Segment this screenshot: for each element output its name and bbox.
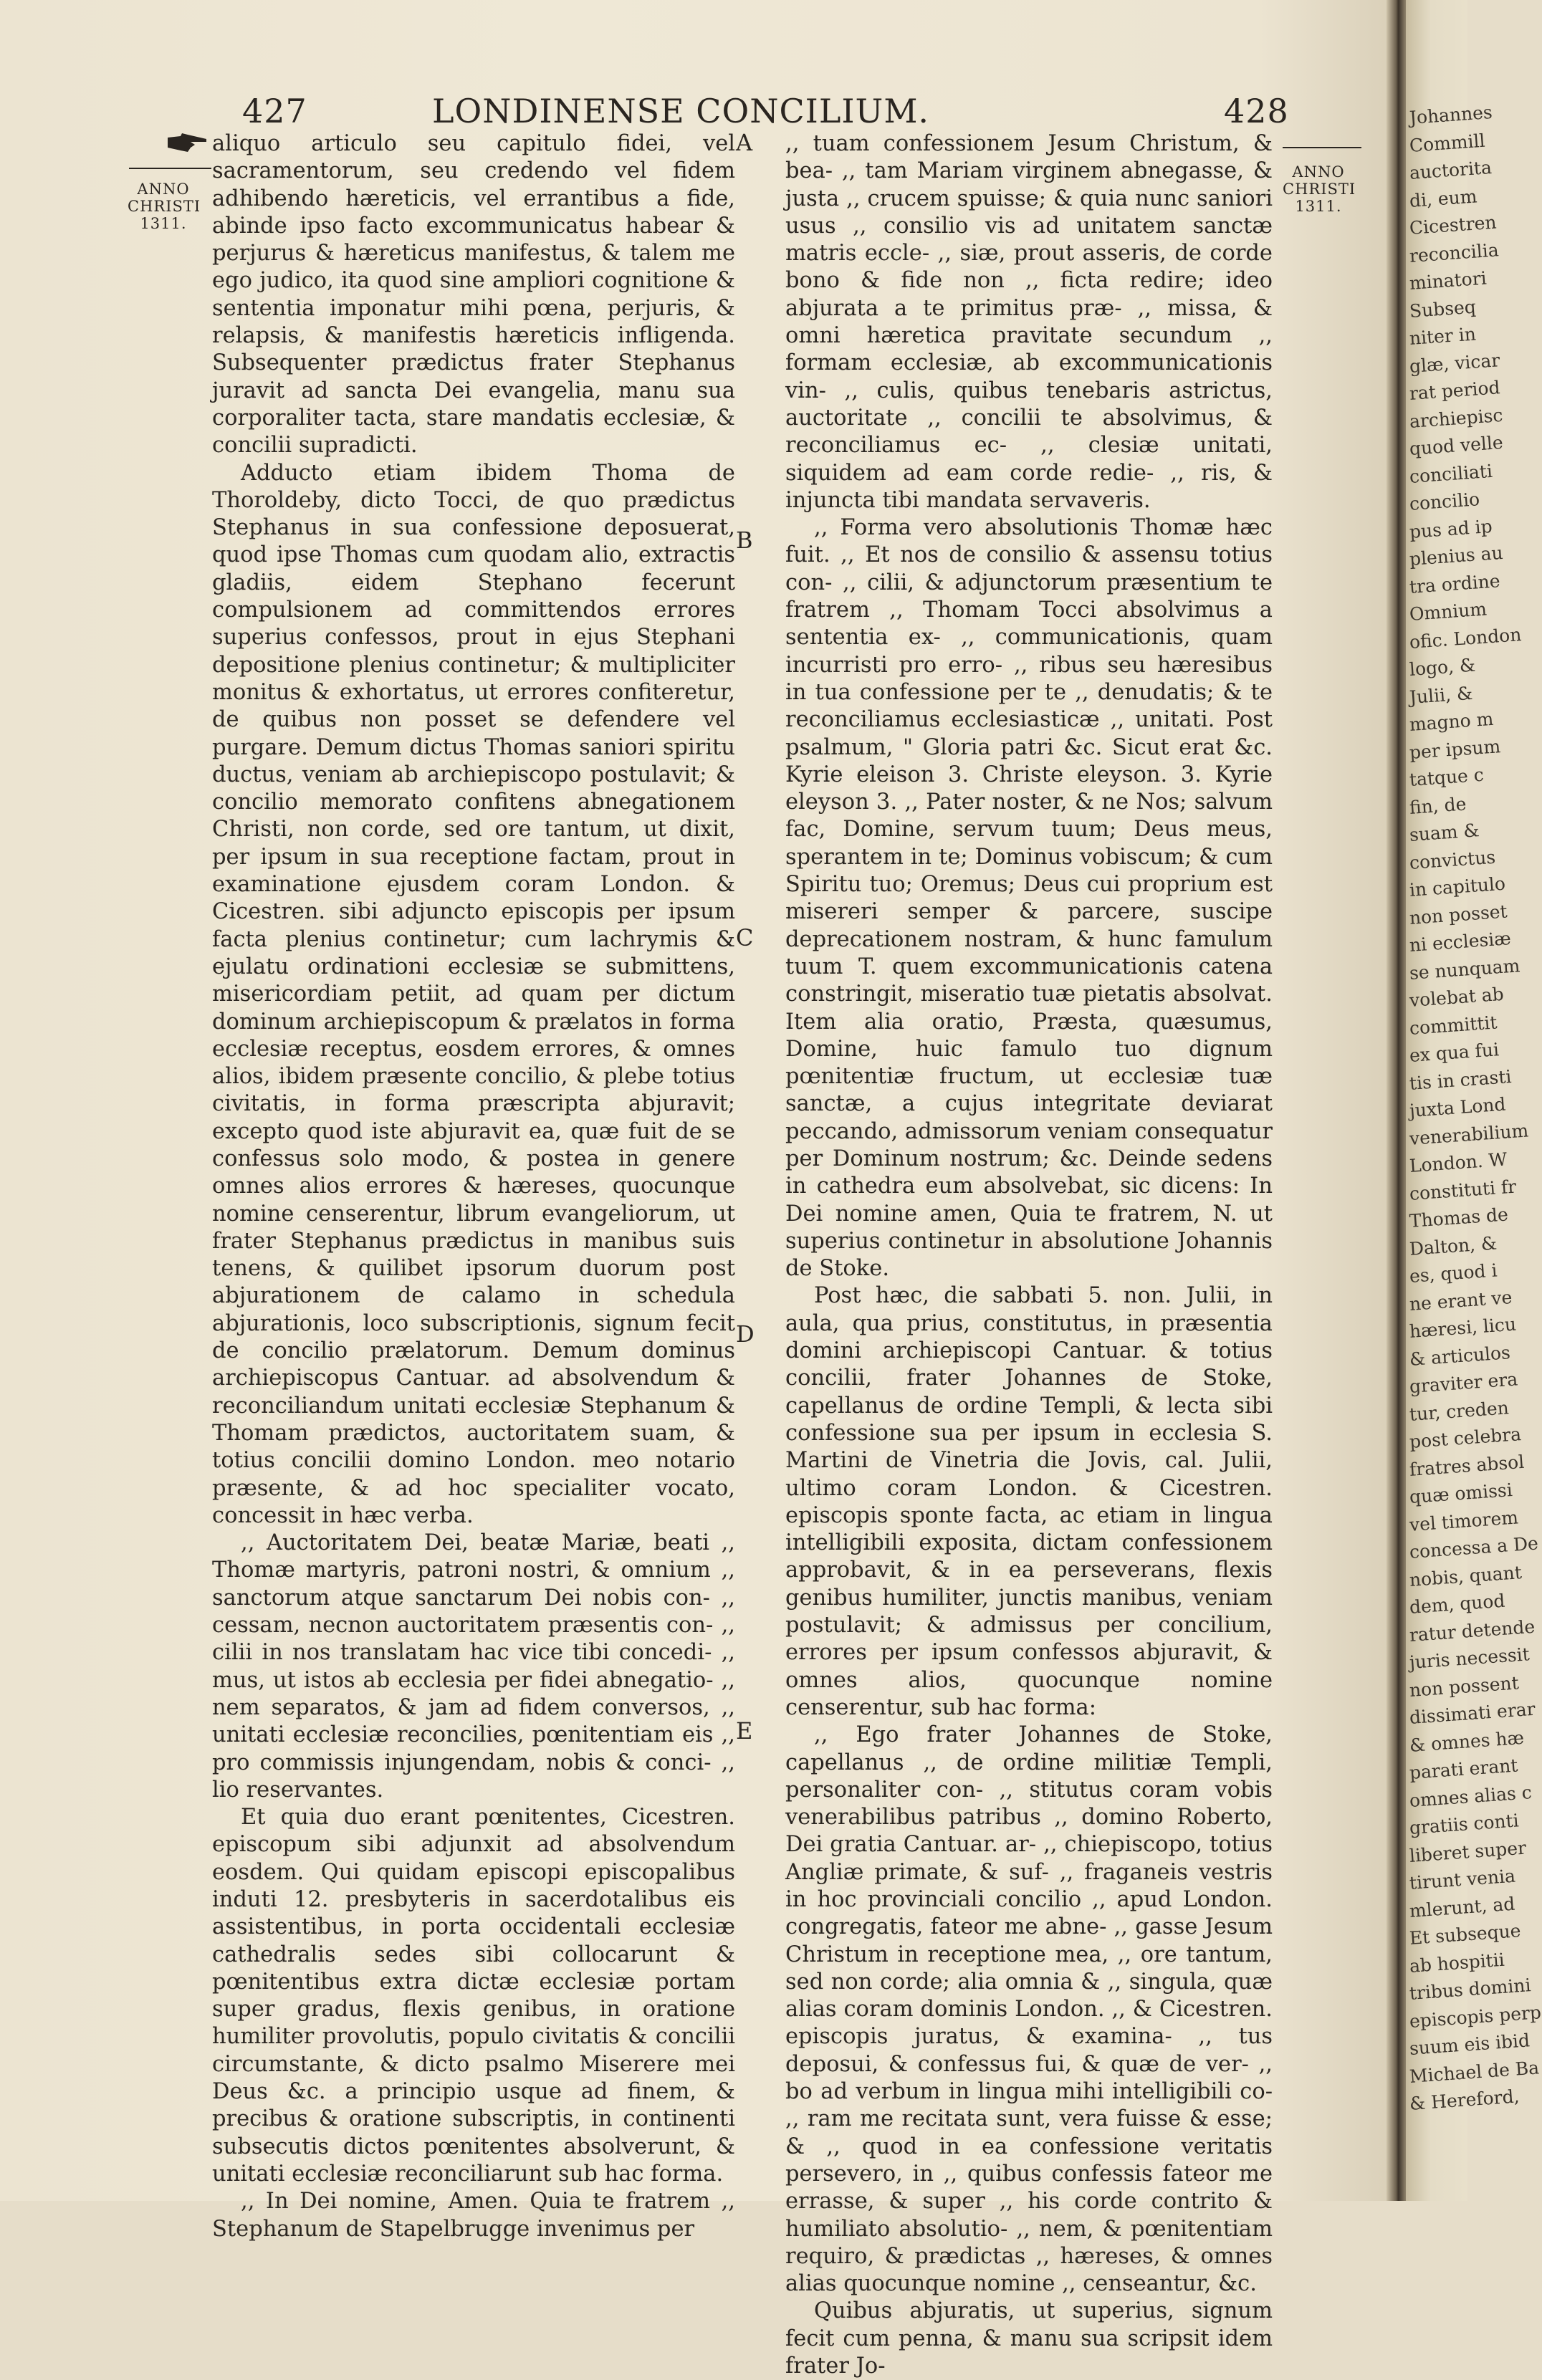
adjacent-page-fragment: omnes alias c [1409,1781,1533,1811]
adjacent-page-fragment: quod velle [1409,431,1504,459]
adjacent-page-fragment: suum eis ibid [1409,2030,1531,2059]
adjacent-page-fragment: parati erant [1409,1755,1519,1783]
adjacent-page-fragment: pus ad ip [1409,515,1493,542]
adjacent-page-fragment: & articulos [1409,1341,1511,1370]
right-paragraph: ,, Forma vero absolutionis Thomæ hæc fuit. ,, Et nos de consilio & assensu totius con- ,, cilii, & adjunctorum præsentium te fratrem ,, Thomam Tocci absolvimus a sententia ex- ,, communicationis, quam incurristi pro erro- ,, ribus seu hæresibus in tua confessione per te ,, denudatis; & te reconciliamus ecclesiasticæ ,, unitati. Post psalmum, " Gloria patri &c. Sicut erat &c. Kyrie eleison 3. Christe eleyson. 3. Kyrie eleyson 3. ,, Pater noster, & ne Nos; salvum fac, Domine, servum tuum; Deus meus, sperantem in te; Dominus vobiscum; & cum Spiritu tuo; Oremus; Deus cui proprium est misereri semper & parcere, suscipe deprecationem nostram, & hunc famulum tuum T. quem excommunicationis catena constringit, miseratio tuæ pietatis absolvat. Item alia oratio, Præsta, quæsumus, Domine, huic famulo tuo dignum pœnitentiæ fructum, ut ecclesiæ tuæ sanctæ, a cujus integritate deviarat peccando, admissorum veniam consequatur per Dominum nostrum; &c. Deinde sedens in cathedra eum absolvebat, sic dicens: In Dei nomine amen, Quia te fratrem, N. ut superius continetur in absolutione Johannis de Stoke. [785,515,1273,1282]
right-page-number: 428 [1224,92,1289,130]
adjacent-page-fragment: tirunt venia [1409,1865,1516,1894]
adjacent-page-fragment: volebat ab [1409,983,1505,1011]
adjacent-page-fragment: vel timorem [1409,1506,1519,1535]
right-paragraph: Quibus abjuratis, ut superius, signum fecit cum penna, & manu sua scripsit idem frater Jo- [785,2298,1273,2379]
margin-note-right-label: ANNO CHRISTI [1283,163,1356,198]
page-header [0,92,1397,135]
adjacent-page-fragment: concilio [1409,489,1480,514]
margin-note-left-year: 1311. [140,215,187,232]
left-column [212,130,735,2243]
book-gutter [1387,0,1408,2201]
adjacent-page-fragment: constituti fr [1409,1176,1518,1204]
adjacent-page-fragment: venerabilium [1409,1119,1530,1149]
left-paragraph: ,, Auctoritatem Dei, beatæ Mariæ, beati ,, Thomæ martyris, patroni nostri, & omnium ,, sanctorum atque sanctarum Dei nobis con- ,, cessam, necnon auctoritatem præsentis con- ,, cilii in nos translatam hac vice tibi concedi- ,, mus, ut istos ab ecclesia per fidei abnegatio- ,, nem separatos, & jam ad fidem conversos, ,, unitati ecclesiæ reconcilies, pœnitentiam eis ,, pro commissis injungendam, nobis & conci- ,, lio reservantes. [212,1530,735,1803]
adjacent-page-fragment: glæ, vicar [1409,349,1501,377]
adjacent-page-fragment: logo, & [1409,654,1477,680]
adjacent-page-fragment: Subseq [1409,296,1477,322]
running-head: LONDINENSE CONCILIUM. [431,92,930,130]
adjacent-page-fragment: liberet super [1409,1837,1527,1866]
adjacent-page-fragment: fin, de [1409,792,1467,818]
adjacent-page-fragment: gratiis conti [1409,1810,1520,1838]
adjacent-page-edge [1406,0,1542,2201]
section-letter-b: B [736,527,753,554]
adjacent-page-fragment: in capitulo [1409,873,1506,901]
adjacent-page-fragment: juxta Lond [1409,1093,1507,1121]
adjacent-page-fragment: dem, quod [1409,1590,1506,1618]
adjacent-page-fragment: ex qua fui [1409,1039,1500,1066]
right-paragraph: ,, tuam confessionem Jesum Christum, & bea- ,, tam Mariam virginem abnegasse, & justa ,, crucem spuisse; & quia nunc saniori usus ,, consilio vis ad unitatem sanctæ matris eccle- ,, siæ, prout asseris, de corde bono & fide non ,, ficta redire; ideo abjurata a te primitus præ- ,, missa, & omni hæretica pravitate secundum ,, formam ecclesiæ, ab excommunicationis vin- ,, culis, quibus tenebaris astrictus, auctoritate ,, concilii te absolvimus, & reconciliamus ec- ,, clesiæ unitati, siquidem ad eam corde redie- ,, ris, & injuncta tibi mandata servaveris. [785,131,1273,513]
adjacent-page-fragment: minatori [1409,267,1488,294]
adjacent-page-fragment: ne erant ve [1409,1286,1513,1315]
section-letter-c: C [736,924,754,951]
adjacent-page-fragment: Omnium [1409,598,1488,625]
adjacent-page-fragment: episcopis perp [1409,2001,1542,2032]
right-paragraph: ,, Ego frater Johannes de Stoke, capellanus ,, de ordine militiæ Templi, personaliter con- ,, stitutus coram vobis venerabilibus patribus ,, domino Roberto, Dei gratia Cantuar. ar- ,, chiepiscopo, totius Angliæ primate, & suf- ,, fraganeis vestris in hoc provinciali concilio ,, apud London. congregatis, fateor me abne- ,, gasse Jesum Christum in receptione mea, ,, ore tantum, sed non corde; alia omnia & ,, singula, quæ alias coram dominis London. ,, & Cicestren. episcopis juratus, & examina- ,, tus deposui, & confessus fui, & quæ de ver- ,, bo ad verbum in lingua mihi intelligibili co- ,, ram me recitata sunt, vera fuisse & esse; & ,, quod in ea confessione veritatis persevero, in ,, quibus confessis fateor me errasse, & super ,, his corde contrito & humiliato absolutio- ,, nem, & pœnitentiam requiro, & prædictas ,, hæreses, & omnes alias quocunque nomine ,, censeantur, &c. [785,1722,1273,2297]
section-letter-a: A [736,129,753,156]
adjacent-page-fragment: niter in [1409,323,1477,349]
adjacent-page-fragment: Julii, & [1409,682,1474,708]
adjacent-page-fragment: nobis, quant [1409,1561,1523,1590]
section-letter-d: D [736,1320,755,1348]
margin-rule-right [1283,147,1361,148]
adjacent-page-fragment: convictus [1409,846,1496,873]
adjacent-page-fragment: quæ omissi [1409,1479,1513,1507]
adjacent-page-fragment: Commill [1409,130,1486,156]
adjacent-page-fragment: Et subseque [1409,1920,1522,1949]
adjacent-page-fragment: magno m [1409,708,1495,735]
adjacent-page-fragment: juris necessit [1409,1644,1531,1673]
adjacent-page-fragment: Cicestren [1409,211,1498,239]
adjacent-page-fragment: & omnes hæ [1409,1727,1525,1756]
adjacent-page-fragment: tur, creden [1409,1396,1510,1425]
margin-rule-left [129,168,211,169]
adjacent-page-fragment: tribus domini [1409,1974,1532,2004]
left-paragraph: aliquo articulo seu capitulo fidei, vel sacramentorum, seu credendo vel fidem adhibendo hæreticis, vel errantibus a fide, abinde ipso facto excommunicatus habear & perjurus & hæreticus manifestus, & talem me ego judico, ita quod sine ampliori cognitione & sententia imponatur mihi pœna, perjuris, & relapsis, & manifestis hæreticis infligenda. Subsequenter prædictus frater Stephanus juravit ad sancta Dei evangelia, manu sua corporaliter tacta, stare mandatis ecclesiæ, & concilii supradicti. [212,131,735,459]
adjacent-page-fragment: ofic. London [1409,623,1523,653]
adjacent-page-fragment: tatque c [1409,764,1485,790]
adjacent-page-fragment: archiepisc [1409,404,1504,432]
adjacent-page-fragment: es, quod i [1409,1259,1498,1287]
adjacent-page-fragment: tra ordine [1409,570,1501,598]
adjacent-page-fragment: ni ecclesiæ [1409,928,1512,956]
adjacent-page-fragment: auctorita [1409,156,1493,183]
adjacent-page-fragment: mlerunt, ad [1409,1893,1516,1921]
adjacent-page-fragment: concessa a De [1409,1532,1539,1563]
left-paragraph: Et quia duo erant pœnitentes, Cicestren. episcopum sibi adjunxit ad absolvendum eosdem. Qui quidam episcopi episcopalibus induti 12. presbyteris in sacerdotalibus eis assistentibus, in porta occidentali ecclesiæ cathedralis sedes sibi collocarunt & pœnitentibus extra dictæ ecclesiæ portam super gradus, flexis genibus, in oratione humiliter provolutis, populo civitatis & concilii circumstante, & dicto psalmo Miserere mei Deus &c. a principio usque ad finem, & precibus & oratione subscriptis, in continenti subsecutis dictos pœnitentes absolverunt, & unitati ecclesiæ reconciliarunt sub hac forma. [212,1805,735,2187]
right-paragraph: Post hæc, die sabbati 5. non. Julii, in aula, qua prius, constitutus, in præsentia domini archiepiscopi Cantuar. & totius concilii, frater Johannes de Stoke, capellanus de ordine Templi, & lecta sibi confessione sua per ipsum in ecclesia S. Martini de Vinetria die Jovis, cal. Julii, ultimo coram London. & Cicestren. episcopis sponte facta, ac etiam in lingua intelligibili exposita, dictam confessionem approbavit, & in ea perseverans, flexis genibus humiliter, junctis manibus, veniam postulavit; & admissus per concilium, errores per ipsum confessos abjuravit, & omnes alios, quocunque nomine censerentur, sub hac forma: [785,1283,1273,1720]
adjacent-page-fragment: tis in crasti [1409,1065,1513,1094]
margin-note-left-label: ANNO CHRISTI [128,181,201,215]
adjacent-page-fragment: committit [1409,1011,1498,1039]
adjacent-page-fragment: plenius au [1409,542,1504,570]
adjacent-page-fragment: London. W [1409,1148,1508,1176]
left-paragraph: Adducto etiam ibidem Thoma de Thoroldeby, dicto Tocci, de quo prædictus Stephanus in sua confessione deposuerat, quod ipse Thomas cum quodam alio, extractis gladiis, eidem Stephano fecerunt compulsionem ad committendos errores superius confessos, prout in ejus Stephani depositione plenius continetur; & multipliciter monitus & exhortatus, ut errores confiteretur, de quibus non posset se defendere vel purgare. Demum dictus Thomas saniori spiritu ductus, veniam ab archiepiscopo postulavit; & concilio memorato confitens abnegationem Christi, non corde, sed ore tantum, ut dixit, per ipsum in sua receptione factam, prout in examinatione ejusdem coram London. & Cicestren. sibi adjuncto episcopis per ipsum facta plenius continetur; cum lachrymis & ejulatu ordinationi ecclesiæ se submittens, misericordiam petiit, ad quam per dictum dominum archiepiscopum & prælatos in forma ecclesiæ receptus, eosdem errores, & omnes alios, ibidem præsente concilio, & plebe totius civitatis, in forma præscripta abjuravit; excepto quod iste abjuravit ea, quæ fuit de se confessus solo modo, & postea in genere omnes alios errores & hæreses, quocunque nomine censerentur, librum evangeliorum, ut frater Stephanus prædictus in manibus suis tenens, & quilibet ipsorum duorum post abjurationem de calamo in schedula abjurationis, loco subscriptionis, signum fecit de concilio prælatorum. Demum dominus archiepiscopus Cantuar. ad absolvendum & reconciliandum unitati ecclesiæ Stephanum & Thomam prædictos, auctoritatem suam, & totius concilii domino London. meo notario præsente, & ad hoc specialiter vocato, concessit in hæc verba. [212,460,735,1528]
adjacent-page-fragment: Dalton, & [1409,1232,1498,1259]
adjacent-page-fragment: per ipsum [1409,735,1502,763]
adjacent-page-fragment: dissimati erar [1409,1698,1536,1728]
adjacent-page-fragment: & Hereford, [1409,2086,1521,2114]
adjacent-page-fragment: post celebra [1409,1424,1522,1452]
left-paragraph: ,, In Dei nomine, Amen. Quia te fratrem ,, Stephanum de Stapelbrugge invenimus per [212,2189,735,2242]
adjacent-page-fragment: non possent [1409,1671,1520,1701]
adjacent-page-fragment: hæresi, licu [1409,1313,1517,1342]
adjacent-page-fragment: fratres absol [1409,1451,1526,1480]
adjacent-page-fragment: se nunquam [1409,954,1521,984]
adjacent-page-fragment: ab hospitii [1409,1949,1505,1977]
adjacent-page-fragment: Thomas de [1409,1204,1509,1232]
adjacent-page-fragment: reconcilia [1409,239,1500,267]
pointing-hand-icon [166,132,209,153]
right-column [785,130,1273,2380]
adjacent-page-fragment: ratur detende [1409,1616,1536,1646]
section-letter-e: E [736,1717,753,1745]
margin-note-left [128,181,199,232]
adjacent-page-fragment: Johannes [1409,101,1493,128]
margin-note-right [1283,163,1354,215]
adjacent-page-fragment: rat period [1409,377,1501,404]
margin-note-right-year: 1311. [1295,198,1342,215]
left-page-number: 427 [242,92,307,130]
adjacent-page-fragment: Michael de Ba [1409,2056,1540,2087]
adjacent-page-fragment: di, eum [1409,185,1478,211]
adjacent-page-fragment: non posset [1409,900,1508,929]
adjacent-page-fragment: graviter era [1409,1368,1519,1397]
running-head-container [0,92,1397,130]
adjacent-page-fragment: suam & [1409,820,1480,845]
adjacent-page-fragment: conciliati [1409,460,1493,487]
